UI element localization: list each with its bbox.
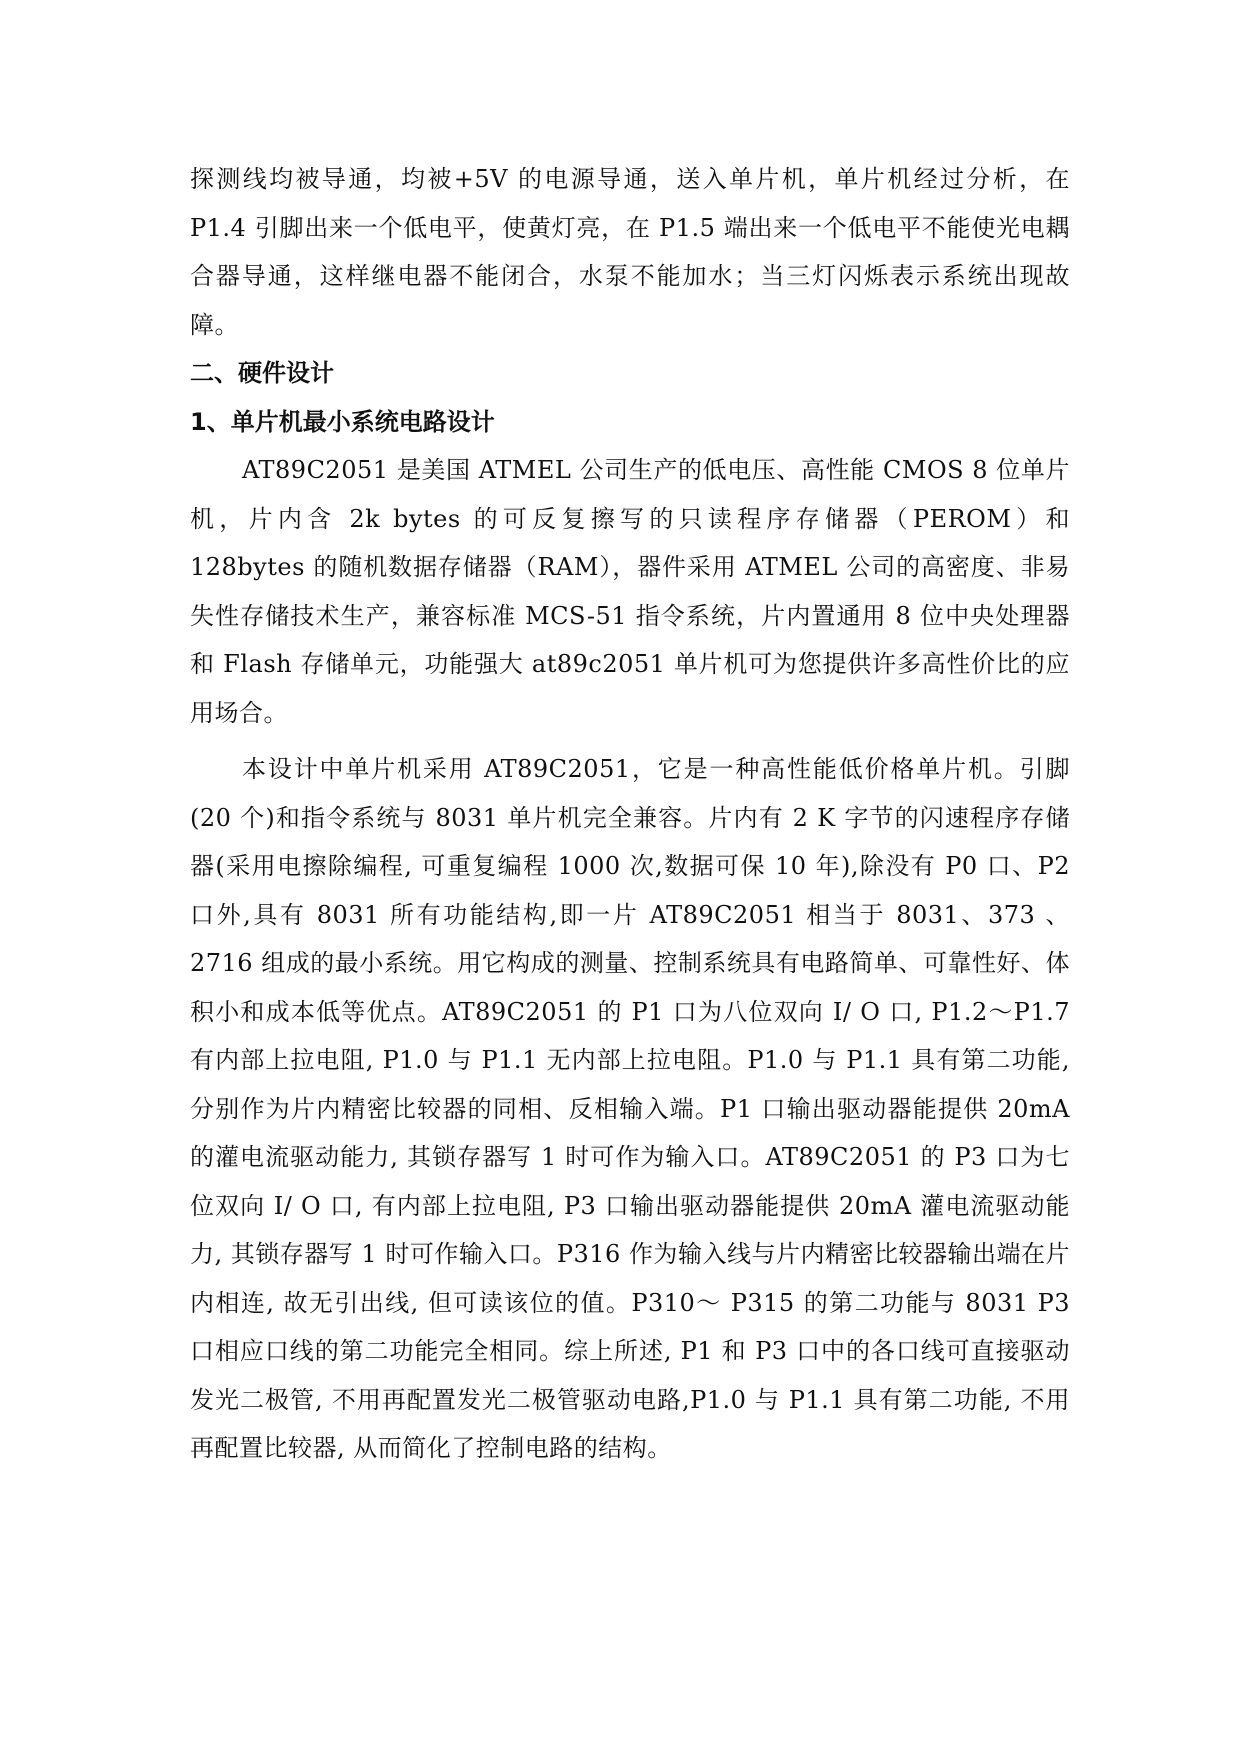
paragraph-at89c2051-overview: AT89C2051 是美国 ATMEL 公司生产的低电压、高性能 CMOS 8 位单片机，片内含 2k bytes 的可反复擦写的只读程序存储器（PEROM）和 128bytes 的随机数据存储器（RAM），器件采用 ATMEL 公司的高密度、非易失性存储技术生产，兼容标准 MCS-51 指令系统，片内置通用 8 位中央处理器和 Flash 存储单元，功能强大 at89c2051 单片机可为您提供许多高性价比的应用场合。 [190,456,1070,727]
paragraph-design-details: 本设计中单片机采用 AT89C2051，它是一种高性能低价格单片机。引脚(20 个)和指令系统与 8031 单片机完全兼容。片内有 2 K 字节的闪速程序存储器(采用电擦除编程, 可重复编程 1000 次,数据可保 10 年),除没有 P0 口、P2 口外,具有 8031 所有功能结构,即一片 AT89C2051 相当于 8031、373 、2716 组成的最小系统。用它构成的测量、控制系统具有电路简单、可靠性好、体积小和成本低等优点。AT89C2051 的 P1 口为八位双向 I/ O 口, P1.2～P1.7 有内部上拉电阻, P1.0 与 P1.1 无内部上拉电阻。P1.0 与 P1.1 具有第二功能, 分别作为片内精密比较器的同相、反相输入端。P1 口输出驱动器能提供 20mA 的灌电流驱动能力, 其锁存器写 1 时可作为输入口。AT89C2051 的 P3 口为七位双向 I/ O 口, 有内部上拉电阻, P3 口输出驱动器能提供 20mA 灌电流驱动能力, 其锁存器写 1 时可作输入口。P316 作为输入线与片内精密比较器输出端在片内相连, 故无引出线, 但可读该位的值。P310～ P315 的第二功能与 8031 P3 口相应口线的第二功能完全相同。综上所述, P1 和 P3 口中的各口线可直接驱动发光二极管, 不用再配置发光二极管驱动电路,P1.0 与 P1.1 具有第二功能, 不用再配置比较器, 从而简化了控制电路的结构。 [190,755,1070,1462]
paragraph-gap [190,737,1070,745]
section-heading-hardware-design: 二、硬件设计 [190,359,334,387]
paragraph-intro: 探测线均被导通，均被+5V 的电源导通，送入单片机，单片机经过分析，在 P1.4 引脚出来一个低电平，使黄灯亮，在 P1.5 端出来一个低电平不能使光电耦合器导通，这样继电器不能闭合，水泵不能加水；当三灯闪烁表示系统出现故障。 [190,165,1070,339]
document-page [190,155,1070,1473]
subsection-heading-mcu-minimum-system: 1、单片机最小系统电路设计 [190,407,495,436]
